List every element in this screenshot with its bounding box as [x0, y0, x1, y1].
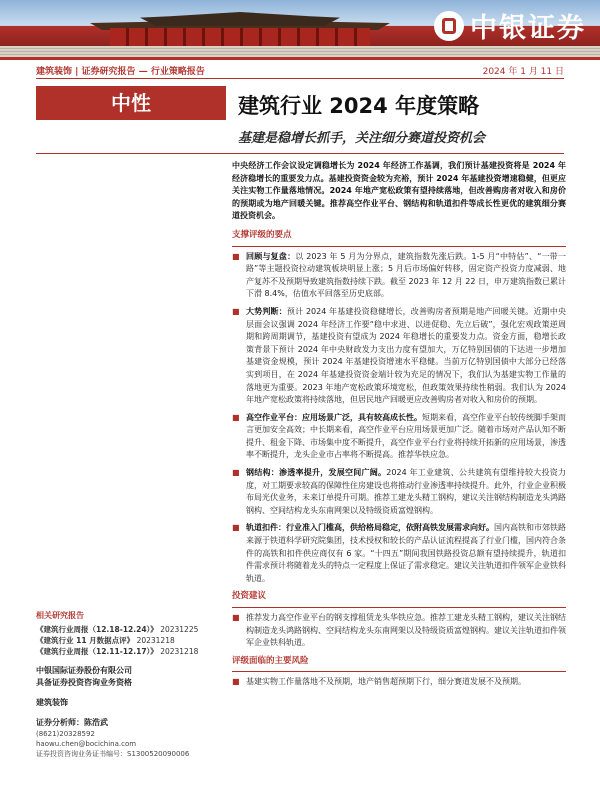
- license-number: 证券投资咨询业务证书编号：S1300520090006: [36, 750, 190, 758]
- brand-name: 中银证券: [470, 13, 586, 44]
- section-heading-points: 支撑评级的要点: [232, 229, 292, 240]
- boc-logo-icon: [434, 11, 464, 41]
- breadcrumb: 建筑装饰 | 证券研究报告 — 行业策略报告: [36, 67, 205, 77]
- report-title: 建筑行业 2024 年度策略: [238, 94, 480, 118]
- bullet-text: 以 2023 年 5 月为分界点，建筑指数先涨后跌。1-5 月“中特估”、“一带一路”等主题投资拉动建筑板块明显上涨；5 月后市场偏好转移，固定资产投资力度减弱、地产复苏不及预期导致建筑指数持续下跌。截至 2023 年 12 月 22 日，申万建筑指数已累计下滑 8.4%，估值水平回落至历史底部。: [246, 251, 567, 299]
- bullet-point: [232, 522, 566, 585]
- header-banner: [0, 0, 600, 57]
- industry-label: 建筑装饰: [36, 698, 68, 707]
- bullet-text: 国内高铁和市郊铁路来源于铁道科学研究院集团，技术授权和较长的产品认证流程提高了行业门槛，国内符合条件的高铁和扣件供应商仅有 6 家。“十四五”期间我国铁路投资总额有望持续提升，轨道扣件需求预计将随着龙头的特点一定程度上保证了需求稳定。建议关注轨道扣件领军企业铁科轨道。: [246, 523, 566, 583]
- bullet-text: 2024 年工业建筑、公共建筑有望维持较大投资力度，对工期要求较高的保障性住房建设也将推动行业渗透率持续提升。此外，行业企业积极布局光伏业务，未来订单提升可期。推荐工建龙头精工钢构，建议关注钢结构制造龙头鸿路钢构、空间结构龙头东南网架以及特级资质富煌钢构。: [246, 468, 566, 515]
- rating-badge: 中性: [36, 86, 226, 120]
- company-info: [36, 665, 226, 689]
- palace-pillars: [110, 28, 370, 46]
- section-heading-risk: 评级面临的主要风险: [232, 655, 309, 666]
- report-date: 2024 年 1 月 11 日: [482, 67, 564, 77]
- related-report-item[interactable]: [36, 624, 226, 635]
- bullet-lead: 钢结构：渗透率提升，发展空间广阔。: [246, 468, 387, 478]
- intro-paragraph: 中央经济工作会议设定调稳增长为 2024 年经济工作基调，我们预计基建投资将是 2024 年经济稳增长的重要发力点。基建投资资金较为充裕，预计 2024 年基建投资增速稳健，但更应关注实物工作量落地情况。2024 年地产宽松政策有望持续落地，但改善购房者对收入和房价的预期或为地产回暖关键。推荐高空作业平台、钢结构和轨道扣件等成长性更优的建筑细分赛道投资机会。: [232, 161, 566, 221]
- bullet-point: [232, 412, 566, 462]
- qualification: 具备证券投资咨询业务资格: [36, 678, 132, 687]
- title-divider: [36, 153, 564, 154]
- related-report-item[interactable]: [36, 646, 226, 657]
- bullet-point: [232, 467, 566, 517]
- related-report-name: 《建筑行业 11 月数据点评》: [36, 636, 135, 645]
- related-reports-heading: 相关研究报告: [36, 611, 84, 620]
- report-subtitle: 基建是稳增长抓手，关注细分赛道投资机会: [238, 131, 486, 146]
- section-divider: [232, 671, 566, 672]
- brand-logo: [434, 6, 586, 45]
- invest-bullet: ■ 推荐发力高空作业平台的钢支撑租赁龙头华铁应急。推荐工建龙头精工钢构，建议关注钢结构制造龙头鸿路钢构、空间结构龙头东南网架以及特级资质富煌钢构。建议关注轨道扣件领军企业铁科轨道。: [232, 612, 566, 650]
- divider: [36, 78, 564, 79]
- section-divider: [232, 246, 566, 247]
- palace-roof-upper: [140, 12, 340, 26]
- risk-bullet: ■ 基建实物工作量落地不及预期，地产销售超预期下行，细分赛道发展不及预期。: [232, 676, 566, 689]
- section-heading-invest: 投资建议: [232, 591, 267, 602]
- company-name: 中银国际证券股份有限公司: [36, 666, 132, 675]
- palace-stairs: [0, 46, 600, 57]
- bullet-lead: 大势判断：: [246, 306, 287, 316]
- bullet-point: [232, 306, 566, 407]
- bullet-lead: 回顾与复盘：: [246, 251, 296, 261]
- bullet-lead: 轨道扣件：行业准入门槛高，供给格局稳定，依附高铁发展需求向好。: [246, 523, 494, 533]
- analyst-name: 证券分析师：陈浩武: [36, 718, 108, 727]
- analyst-phone: (8621)20328592: [36, 730, 95, 738]
- bullet-point: [232, 251, 566, 301]
- related-report-date: 20231218: [136, 636, 175, 645]
- header-divider: [0, 57, 600, 60]
- related-report-name: 《建筑行业周报（12.11-12.17）》: [36, 647, 158, 656]
- bullet-text: 短期来看，高空作业平台较传统脚手架而言更加安全高效；中长期来看，高空作业平台应用场景更加广泛。随着市场对产品认知不断提升、租金下降、市场集中度不断提升，高空作业平台行业将持续开拓新的应用场景，渗透率不断提升，龙头企业市占率将不断提高。推荐华铁应急。: [246, 412, 566, 460]
- related-report-name: 《建筑行业周报（12.18-12.24）》: [36, 625, 158, 634]
- analyst-email[interactable]: haowu.chen@bocichina.com: [36, 740, 137, 748]
- related-report-date: 20231225: [160, 625, 199, 634]
- section-divider: [232, 607, 566, 608]
- bullet-lead: 高空作业平台：应用场景广泛，具有较高成长性。: [246, 412, 422, 422]
- sidebar: [36, 610, 226, 759]
- related-report-item[interactable]: [36, 635, 226, 646]
- main-content: [232, 160, 566, 694]
- related-report-date: 20231218: [160, 647, 199, 656]
- bullet-text: 预计 2024 年基建投资稳健增长，改善购房者预期是地产回暖关键。近期中央层面会议强调 2024 年经济工作要“稳中求进、以进促稳、先立后破”，强化宏观政策逆周期和跨周期调节，基建投资有望成为 2024 年稳增长的重要发力点。资金方面，稳增长政策背景下预计 2024 年中央财政发力支出力度有望加大，万亿特别国债的下达进一步增加基建资金规模，预计 2024 年基建投资增速水平稳健。当前万亿特别国债中大部分已经落实到项目，在 2024 年基建投资资金端计较为充足的情况下，我们认为基建实物工作量的落地更为重要。2023 年地产宽松政策环境宽松，但政策效果持续性稍弱。我们认为 2024 年地产宽松政策将持续落地，但居民地产回暖更应改善购房者对收入和房价的预期。: [246, 306, 566, 405]
